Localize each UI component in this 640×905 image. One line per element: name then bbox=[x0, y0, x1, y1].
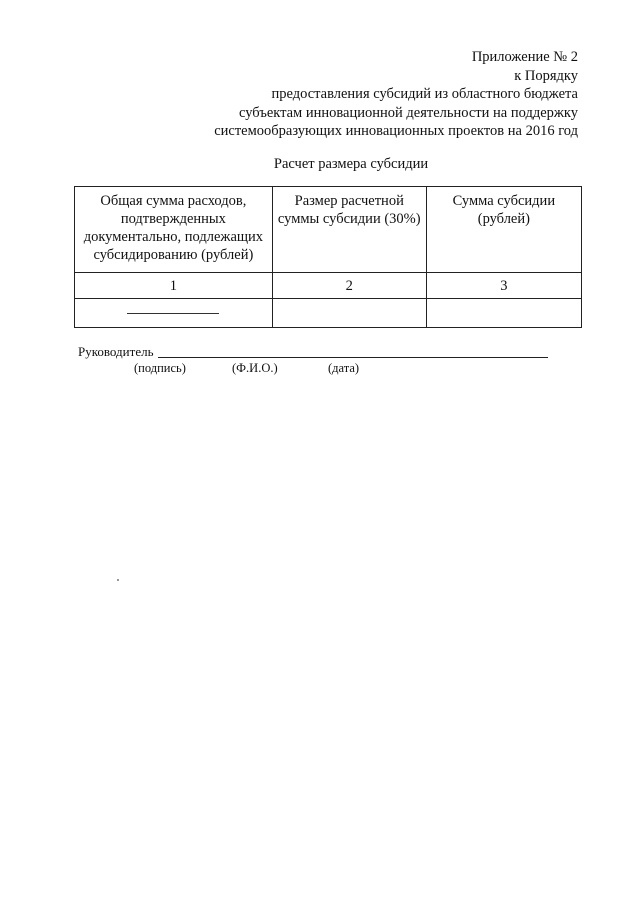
subsidy-amount-cell[interactable] bbox=[426, 299, 581, 328]
estimated-subsidy-cell[interactable] bbox=[272, 299, 426, 328]
header-total-expenses: Общая сумма расходов, подтвержденных документально, подлежащих субсидированию (рублей) bbox=[75, 187, 273, 273]
scan-speck bbox=[117, 579, 119, 581]
column-number-3: 3 bbox=[426, 273, 581, 299]
name-caption: (Ф.И.О.) bbox=[232, 361, 278, 375]
signature-line[interactable] bbox=[158, 357, 548, 358]
subsidy-calculation-table bbox=[74, 186, 582, 328]
appendix-description-line-2: субъектам инновационной деятельности на поддержку bbox=[239, 104, 578, 121]
column-number-1: 1 bbox=[75, 273, 273, 299]
appendix-header bbox=[214, 48, 578, 141]
header-estimated-subsidy: Размер расчетной суммы субсидии (30%) bbox=[272, 187, 426, 273]
appendix-number: Приложение № 2 bbox=[471, 49, 578, 65]
total-expenses-cell[interactable] bbox=[75, 299, 273, 328]
table-number-row bbox=[75, 273, 582, 299]
signature-caption: (подпись) bbox=[134, 361, 186, 375]
header-subsidy-amount: Сумма субсидии (рублей) bbox=[426, 187, 581, 273]
appendix-description-line-3: системообразующих инновационных проектов на 2016 год bbox=[214, 123, 578, 139]
table-row bbox=[75, 299, 582, 328]
signature-label: Руководитель bbox=[78, 344, 154, 359]
table-header-row bbox=[75, 187, 582, 273]
document-title: Расчет размера субсидии bbox=[273, 156, 429, 172]
appendix-reference: к Порядку bbox=[514, 67, 578, 84]
fill-in-underline bbox=[127, 313, 219, 314]
column-number-2: 2 bbox=[272, 273, 426, 299]
date-caption: (дата) bbox=[328, 361, 360, 375]
appendix-description-line-1: предоставления субсидий из областного бюджета bbox=[271, 86, 578, 102]
